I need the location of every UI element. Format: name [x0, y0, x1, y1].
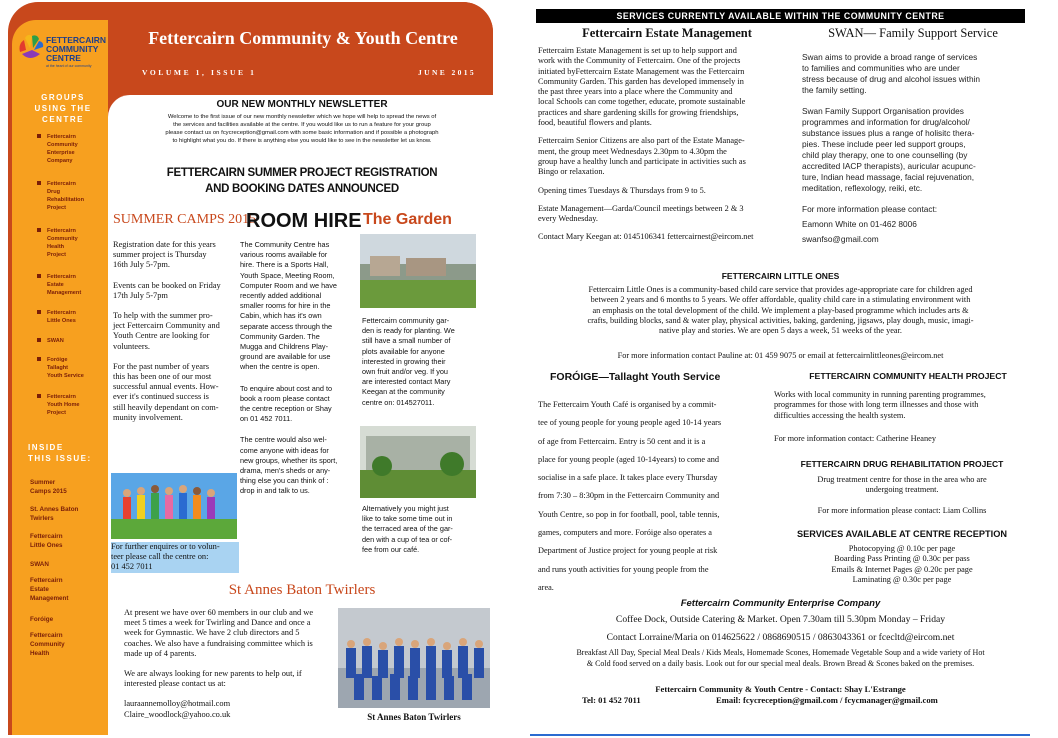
text-line: ment, the group meet Wednesdays 2.30pm to 4.30pm the: [538, 146, 727, 156]
text-line: meditation, reflexology, reiki, etc.: [802, 183, 923, 193]
text-line: To help with the summer pro-: [113, 311, 213, 321]
text-line: tee of young people for young people aged 10-14 years: [538, 418, 722, 428]
garden-text: [362, 316, 482, 408]
text-line: from 7:30 – 8:30pm in the Fettercairn Community and: [538, 491, 720, 501]
group-item-line: Tallaght: [47, 365, 69, 371]
text-line: programmes for those with long term illnesses and those with: [774, 400, 979, 410]
text-line: Eamonn White on 01-462 8006: [802, 219, 917, 229]
text-line: Contact Mary Keegan at: 0145106341 fettercairnest@eircom.net: [538, 232, 754, 242]
group-item: [47, 227, 78, 259]
text-line: thing else you can think of :: [240, 476, 329, 486]
price-item: Laminating @ 0.30c per page: [852, 574, 952, 584]
footer-email: Email: fcycreception@gmail.com / fcycmanager@gmail.com: [716, 695, 938, 705]
inside-item[interactable]: [30, 631, 65, 658]
text-line: area.: [538, 582, 554, 592]
text-line: socialise in a safe place. It takes place every Thursday: [538, 473, 718, 483]
garden-cafe-text: [362, 504, 486, 555]
text-line: every Wednesday.: [538, 214, 598, 224]
text-line: ture, Indian head massage, facial rejuvenation,: [802, 172, 975, 182]
text-line: Youth Centre are looking for: [113, 331, 210, 341]
text-line: For the past number of years: [113, 361, 210, 371]
inside-item-line: St. Annes Baton: [30, 506, 79, 513]
text-line: substance issues plus a range of holisitc thera-: [802, 128, 975, 138]
groups-heading-line: GROUPS: [41, 93, 85, 102]
contact-line: For further enquires or to volun-: [111, 542, 220, 551]
text-line: Works with local community in running parenting programmes,: [774, 390, 986, 399]
group-item: [47, 393, 80, 417]
intro-line: Welcome to the first issue of our new monthly newsletter which we hope will help to spread the news of: [167, 114, 437, 120]
text-line: successful annual events. How-: [113, 382, 219, 392]
text-line: munity involvement.: [113, 412, 183, 422]
group-item-line: SWAN: [47, 338, 64, 344]
text-line: work with the Community of Fettercairn. One of the projects: [538, 56, 741, 66]
swan-heading: SWAN— Family Support Service: [828, 26, 998, 40]
group-item-line: Project: [47, 410, 66, 416]
inside-item[interactable]: [30, 615, 53, 624]
text-line: new groups, whether its sport,: [240, 455, 338, 465]
text-line: interested in growing their: [362, 356, 446, 366]
intro-line: to highlight what you do. If there is anything else you would like to see in the newsletter let us know.: [172, 138, 432, 144]
text-line: the family setting.: [802, 85, 867, 95]
volunteer-contact: [111, 542, 239, 573]
text-line: ever it's continued success is: [113, 392, 209, 402]
little-ones-contact: For more information contact Pauline at: 01 459 9075 or email at fettercairnlittleones@eircom.net: [617, 351, 944, 360]
text-line: book a room please contact: [240, 393, 330, 403]
foroige-heading: FORÓIGE—Tallaght Youth Service: [550, 371, 721, 383]
text-line: Youth Space, Meeting Room,: [240, 270, 335, 280]
group-item: [47, 337, 64, 345]
little-ones-heading: FETTERCAIRN LITTLE ONES: [721, 271, 840, 281]
footer-tel: Tel: 01 452 7011: [582, 695, 641, 705]
groups-heading-line: CENTRE: [42, 115, 84, 124]
reception-heading: SERVICES AVAILABLE AT CENTRE RECEPTION: [797, 529, 1007, 539]
group-item-line: Drug: [47, 189, 61, 195]
registration-heading-line: FETTERCAIRN SUMMER PROJECT REGISTRATION: [166, 167, 438, 179]
group-item-line: Fettercairn: [47, 228, 76, 234]
text-line: Swan Family Support Organisation provides: [802, 106, 964, 116]
text-line: Breakfast All Day, Special Meal Deals / Kids Meals, Homemade Scones, Homemade Vegetable Soup and a wide variety of Hot: [576, 648, 985, 657]
inside-item-line: Estate: [30, 586, 49, 593]
text-line: still have a small number of: [362, 336, 451, 346]
text-line: At present we have over 60 members in our club and we: [124, 608, 314, 617]
text-line: various rooms available for: [240, 250, 328, 260]
text-line: the terraced area of the gar-: [362, 524, 453, 534]
text-line: like to take some time out in: [362, 514, 453, 524]
text-line: interested please contact us at:: [124, 679, 226, 689]
inside-item-line: Fettercairn: [30, 577, 63, 584]
services-banner: SERVICES CURRENTLY AVAILABLE WITHIN THE COMMUNITY CENTRE: [536, 9, 1025, 23]
text-line: when the centre is open.: [240, 362, 320, 372]
group-item-line: Fettercairn: [47, 394, 76, 400]
reception-prices: [774, 544, 1030, 585]
group-item-line: Company: [47, 158, 73, 164]
text-line: den with a cup of tea or cof-: [362, 534, 453, 544]
text-line: practices and share gardening skills for growing friendships,: [538, 107, 739, 117]
text-line: Department of Justice project for young people at risk: [538, 546, 718, 556]
text-line: For more information please contact:: [802, 204, 938, 214]
text-line: Community Garden. The: [240, 331, 320, 341]
swan-text: [802, 52, 1030, 245]
room-hire-text: [240, 240, 360, 497]
text-line: Cabin, which has it's own: [240, 311, 322, 321]
text-line: ground are available for use: [240, 352, 331, 362]
text-line: The centre would also wel-: [240, 435, 327, 445]
inside-item[interactable]: [30, 532, 63, 550]
group-item-line: Fettercairn: [47, 181, 76, 187]
text-line: summer project is Thursday: [113, 250, 207, 260]
text-line: meet 5 times a week for Twirling and Dance and once a: [124, 618, 311, 628]
inside-item-line: Little Ones: [30, 542, 63, 549]
text-line: den is ready for planting. We: [362, 326, 455, 336]
logo-line2: COMMUNITY: [46, 44, 99, 54]
text-line: hire. There is a Sports Hall,: [240, 260, 329, 270]
text-line: smaller rooms for hire in the: [240, 301, 331, 311]
garden-seating-photo: [360, 426, 476, 498]
group-item: [47, 133, 78, 165]
logo-line1: FETTERCAIRN: [46, 35, 106, 45]
group-item-line: Fettercairn: [47, 274, 76, 280]
text-line: drama, men's sheds or any-: [240, 466, 331, 476]
group-item-line: Management: [47, 290, 82, 296]
inside-item-line: Summer: [30, 479, 56, 486]
logo-text: [46, 36, 106, 63]
summer-camps-heading: SUMMER CAMPS 2015: [113, 212, 257, 227]
text-line: Youth Centre, so pop in for football, pool, table tennis,: [538, 509, 720, 519]
intro-line: the services and facilities available at the centre. If you would like us to run a feature for your group: [173, 122, 431, 128]
inside-item-line: Fettercairn: [30, 533, 63, 540]
text-line: Registration date for this years: [113, 240, 216, 249]
group-item: [47, 309, 76, 325]
text-line: are interested contact Mary: [362, 377, 451, 387]
text-line: Keegan at the community: [362, 387, 445, 397]
volume-label: VOLUME 1, ISSUE 1: [142, 68, 257, 77]
text-line: volunteers.: [113, 341, 150, 351]
text-line: Fettercairn Senior Citizens are also part of the Estate Manage-: [538, 136, 745, 146]
text-line: recently added additional: [240, 291, 322, 301]
baton-photo-caption: St Annes Baton Twirlers: [367, 712, 461, 722]
text-line: place for young people (aged 10-14years) to come and: [538, 454, 720, 464]
text-line: difficulties accessing the health system.: [774, 410, 906, 420]
drug-heading: FETTERCAIRN DRUG REHABILITATION PROJECT: [800, 459, 1004, 469]
garden-heading: The Garden: [363, 211, 452, 228]
hand-logo-icon: [16, 32, 46, 64]
group-item-line: Little Ones: [47, 318, 76, 324]
health-heading: FETTERCAIRN COMMUNITY HEALTH PROJECT: [809, 371, 1007, 381]
text-line: Drug treatment centre for those in the area who are: [817, 475, 987, 484]
estate-heading: Fettercairn Estate Management: [582, 26, 752, 40]
group-item-line: Fettercairn: [47, 134, 76, 140]
text-line: native play and stories. We are open 5 days a week, 51 weeks of the year.: [659, 326, 902, 336]
text-line: of age from Fettercairn. Entry is 50 cent and it is a: [538, 436, 706, 446]
text-line: Bingo or relaxation.: [538, 167, 605, 177]
inside-item[interactable]: [30, 576, 69, 603]
group-item: [47, 180, 84, 212]
text-line: programmes and information for drug/alcohol/: [802, 117, 970, 127]
inside-item-line: Twirlers: [30, 515, 54, 522]
footer-contact: Fettercairn Community & Youth Centre - Contact: Shay L'Estrange: [655, 684, 906, 694]
text-line: between 2 years and 6 months to 5 years. We offer affordable, quality child care in a stimulating environment with: [590, 295, 971, 305]
issue-date: JUNE 2015: [418, 68, 477, 77]
text-line: stress because of drug and alcohol issues within: [802, 74, 981, 84]
text-line: 17th July 5-7pm: [113, 290, 168, 300]
group-item-line: Health: [47, 244, 65, 250]
text-line: Fettercairn Little Ones is a community-based child care service that provides age-appropriate care for children aged: [588, 285, 973, 294]
inside-item[interactable]: [30, 560, 49, 569]
text-line: and runs youth activities for young people from the: [538, 564, 709, 574]
text-line: The Fettercairn Youth Café is organised by a commit-: [538, 400, 717, 409]
groups-heading: [22, 92, 104, 125]
text-line: plots available for anyone: [362, 346, 445, 356]
enterprise-hours: Coffee Dock, Outside Catering & Market. Open 7.30am till 5.30pm Monday – Friday: [615, 614, 946, 625]
newsletter-front-page: [0, 0, 500, 738]
registration-heading-line: AND BOOKING DATES ANNOUNCED: [205, 183, 399, 195]
baton-photo: [338, 608, 490, 708]
text-line: to families and communities who are under: [802, 63, 960, 73]
groups-heading-line: USING THE: [34, 104, 92, 113]
text-line: the past three years into a place where the Community and: [538, 87, 733, 97]
baton-heading: St Annes Baton Twirlers: [228, 582, 376, 598]
text-line: Alternatively you might just: [362, 504, 449, 513]
text-line: made up of 4 parents.: [124, 648, 197, 658]
inside-item-line: Community: [30, 641, 65, 648]
text-line: week for Gymnastic. We have 2 club directors and 5: [124, 628, 300, 638]
logo-tagline: at the heart of our community: [46, 64, 92, 68]
text-line: separate access through the: [240, 321, 333, 331]
inside-item-line: Fettercairn: [30, 632, 63, 639]
baton-text: [124, 608, 339, 720]
group-item-line: Enterprise: [47, 150, 75, 156]
garden-photo: [360, 234, 476, 308]
text-line: local Schools can come together, educate, promote sustainable: [538, 97, 746, 107]
text-line: games, computers and more. Foróige also operates a: [538, 528, 712, 538]
drug-text: [774, 475, 1030, 496]
logo-line3: CENTRE: [46, 53, 81, 63]
price-item: Photocopying @ 0.10c per page: [848, 544, 956, 553]
text-line: The Community Centre has: [240, 240, 330, 249]
group-item-line: Community: [47, 142, 78, 148]
text-line: crafts, building blocks, sand & water play, physical activities, baking, gardening, jigsaws, play dough, music, imagi-: [587, 315, 974, 325]
group-item: [47, 273, 81, 297]
text-line: Mugga and Childrens Play-: [240, 342, 329, 352]
text-line: Community Garden. This garden has developed immensely in: [538, 76, 744, 86]
health-contact: For more information contact: Catherine Heaney: [774, 434, 936, 443]
text-line: food, beautiful flowers and plants.: [538, 118, 652, 128]
contact-line: teer please call the centre on:: [111, 552, 209, 562]
inside-item[interactable]: [30, 505, 78, 523]
intro-line: please contact us on fcycreception@gmail.com with some basic information and if possible a photograph: [165, 130, 439, 136]
inside-item-line: Camps 2015: [30, 488, 67, 495]
room-hire-heading: ROOM HIRE: [246, 210, 362, 232]
health-text: [774, 390, 1030, 421]
text-line: centre on: 014527011.: [362, 397, 435, 407]
text-line: drop in and talk to us.: [240, 486, 310, 496]
text-line: own fruit and/or veg. If you: [362, 367, 448, 377]
summer-camps-text: [113, 240, 238, 423]
text-line: accredited IACP therapists), auricular acupunc-: [802, 161, 976, 171]
text-line: Computer Room and we have: [240, 280, 337, 290]
text-line: Events can be booked on Friday: [113, 280, 221, 290]
group-item-line: Community: [47, 236, 78, 242]
enterprise-heading: Fettercairn Community Enterprise Company: [680, 598, 881, 609]
enterprise-contact: Contact Lorraine/Maria on 014625622 / 0868690515 / 0863043361 or fcecltd@eircom.net: [606, 632, 955, 643]
email-line: Claire_woodlock@yahoo.co.uk: [124, 709, 231, 719]
inside-heading-line: INSIDE: [28, 443, 64, 452]
text-line: Opening times Tuesdays & Thursdays from 9 to 5.: [538, 185, 706, 195]
text-line: We are always looking for new parents to help out, if: [124, 669, 302, 679]
drug-contact: For more information please contact: Liam Collins: [817, 506, 987, 515]
text-line: still heavily dependant on com-: [113, 402, 219, 412]
enterprise-menu: [534, 648, 1027, 669]
price-item: Boarding Pass Printing @ 0.30c per pass: [834, 554, 970, 564]
inside-item[interactable]: [30, 478, 67, 496]
text-line: initiated byFettercairn Estate Management was the Fettercairn: [538, 66, 745, 76]
contact-line: 01 452 7011: [111, 562, 153, 572]
page-bottom-rule: [530, 734, 1030, 736]
text-line: an emphasis on the total development of the child. We implement a play-based programme which includes arts &: [592, 305, 969, 315]
text-line: group have a healthy lunch and participate in activities such as: [538, 156, 746, 166]
text-line: coaches. We also have a fundraising committee which is: [124, 638, 313, 648]
group-item-line: Youth Home: [47, 402, 80, 408]
group-item-line: Fettercairn: [47, 310, 76, 316]
inside-item-line: Management: [30, 595, 69, 602]
foroige-text: [538, 396, 778, 597]
group-item-line: Foróige: [47, 357, 68, 363]
page-title: Fettercairn Community & Youth Centre: [148, 28, 458, 48]
text-line: this has been one of our most: [113, 372, 212, 382]
group-item-line: Project: [47, 205, 66, 211]
text-line: Fettercairn community gar-: [362, 316, 450, 325]
text-line: 16th July 5-7pm.: [113, 260, 170, 270]
newsletter-back-page: [530, 0, 1058, 738]
inside-item-line: SWAN: [30, 561, 49, 568]
text-line: Estate Management—Garda/Council meetings between 2 & 3: [538, 203, 744, 213]
text-line: ject Fettercairn Community and: [113, 321, 220, 331]
text-line: fee from our café.: [362, 544, 420, 554]
inside-heading-line: THIS ISSUE:: [28, 454, 92, 463]
group-item-line: Youth Service: [47, 373, 84, 379]
text-line: on 01 452 7011.: [240, 414, 293, 424]
inside-item-line: Foróige: [30, 616, 54, 623]
inside-item-line: Health: [30, 650, 50, 657]
newsletter-intro: [112, 113, 492, 145]
group-item-line: Project: [47, 252, 66, 258]
text-line: undergoing treatment.: [865, 485, 939, 495]
email-line: lauraannemolloy@hotmail.com: [124, 699, 231, 709]
little-ones-text: [534, 285, 1027, 336]
text-line: pies. These include peer led support groups,: [802, 139, 966, 149]
text-line: swanfso@gmail.com: [802, 234, 879, 244]
header-band: [108, 2, 493, 97]
inside-heading: [28, 442, 92, 464]
text-line: Fettercairn Estate Management is set up to help support and: [538, 46, 737, 55]
text-line: come anyone with ideas for: [240, 445, 329, 455]
newsletter-heading: OUR NEW MONTHLY NEWSLETTER: [216, 99, 388, 110]
estate-text: [538, 46, 800, 243]
group-item: [47, 356, 84, 380]
group-item-line: Estate: [47, 282, 64, 288]
text-line: Swan aims to provide a broad range of services: [802, 52, 978, 62]
price-item: Emails & Internet Pages @ 0.20c per page: [831, 564, 973, 574]
text-line: & Cold food served on a daily basis. Look out for our special meal deals. Brown Bread & Scones baked on the premises.: [586, 658, 975, 668]
group-item-line: Rehabilitation: [47, 197, 84, 203]
kids-photo: [111, 473, 237, 539]
text-line: To enquire about cost and to: [240, 383, 333, 393]
text-line: the centre reception or Shay: [240, 404, 332, 414]
summer-registration-heading: [112, 165, 492, 197]
text-line: child play therapy, one to one counselling (by: [802, 150, 968, 160]
